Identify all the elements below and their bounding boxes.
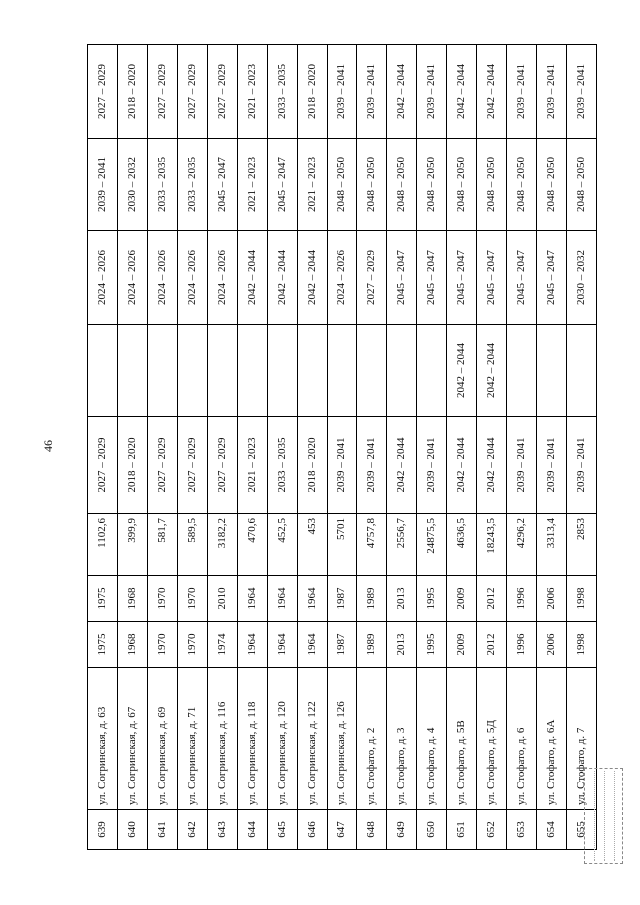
- period-2-cell: [417, 325, 447, 417]
- table-row: [117, 45, 147, 850]
- period-4-cell: 2048 – 2050: [387, 139, 417, 231]
- period-3-cell: 2027 – 2029: [357, 231, 387, 325]
- period-2-cell: [117, 325, 147, 417]
- period-4-cell: 2045 – 2047: [267, 139, 297, 231]
- stamp-image: [584, 768, 623, 864]
- address-cell: ул. Стофато, д. 6А: [537, 668, 567, 810]
- page-number: 46: [41, 440, 55, 452]
- area-cell: 5701: [327, 514, 357, 576]
- period-4-cell: 2033 – 2035: [177, 139, 207, 231]
- table-row: [147, 45, 177, 850]
- period-5-cell: 2039 – 2041: [417, 45, 447, 139]
- period-3-cell: 2045 – 2047: [537, 231, 567, 325]
- year-commissioned-cell: 1970: [147, 576, 177, 622]
- row-number: 651: [447, 810, 477, 850]
- period-2-cell: [387, 325, 417, 417]
- period-1-cell: 2033 – 2035: [267, 417, 297, 514]
- area-cell: 3182,2: [207, 514, 237, 576]
- row-number: 655: [567, 810, 597, 850]
- row-number: 645: [267, 810, 297, 850]
- period-3-cell: 2024 – 2026: [207, 231, 237, 325]
- year-commissioned-cell: 1995: [417, 576, 447, 622]
- period-4-cell: 2048 – 2050: [477, 139, 507, 231]
- year-commissioned-cell: 1964: [237, 576, 267, 622]
- table-row: [567, 45, 597, 850]
- period-1-cell: 2039 – 2041: [417, 417, 447, 514]
- period-1-cell: 2039 – 2041: [357, 417, 387, 514]
- year-built-cell: 1970: [147, 622, 177, 668]
- row-number: 640: [117, 810, 147, 850]
- row-number: 654: [537, 810, 567, 850]
- period-5-cell: 2033 – 2035: [267, 45, 297, 139]
- period-2-cell: [177, 325, 207, 417]
- period-4-cell: 2048 – 2050: [507, 139, 537, 231]
- table-row: [88, 45, 118, 850]
- year-built-cell: 1995: [417, 622, 447, 668]
- period-3-cell: 2024 – 2026: [327, 231, 357, 325]
- period-5-cell: 2042 – 2044: [447, 45, 477, 139]
- period-2-cell: [267, 325, 297, 417]
- period-5-cell: 2027 – 2029: [207, 45, 237, 139]
- address-cell: ул. Согринская, д. 120: [267, 668, 297, 810]
- year-built-cell: 1975: [88, 622, 118, 668]
- area-cell: 1102,6: [88, 514, 118, 576]
- period-2-cell: [237, 325, 267, 417]
- period-3-cell: 2024 – 2026: [88, 231, 118, 325]
- period-4-cell: 2048 – 2050: [537, 139, 567, 231]
- period-3-cell: 2030 – 2032: [567, 231, 597, 325]
- area-cell: 3313,4: [537, 514, 567, 576]
- year-commissioned-cell: 1975: [88, 576, 118, 622]
- period-3-cell: 2045 – 2047: [387, 231, 417, 325]
- table-row: [177, 45, 207, 850]
- period-3-cell: 2045 – 2047: [477, 231, 507, 325]
- row-number: 643: [207, 810, 237, 850]
- table-row: [267, 45, 297, 850]
- row-number: 653: [507, 810, 537, 850]
- table-body: [88, 45, 597, 850]
- address-cell: ул. Согринская, д. 63: [88, 668, 118, 810]
- period-3-cell: 2042 – 2044: [267, 231, 297, 325]
- period-5-cell: 2039 – 2041: [507, 45, 537, 139]
- period-5-cell: 2042 – 2044: [387, 45, 417, 139]
- row-number: 639: [88, 810, 118, 850]
- year-built-cell: 1987: [327, 622, 357, 668]
- period-1-cell: 2039 – 2041: [327, 417, 357, 514]
- period-3-cell: 2024 – 2026: [117, 231, 147, 325]
- year-built-cell: 1964: [267, 622, 297, 668]
- period-2-cell: [537, 325, 567, 417]
- period-2-cell: [357, 325, 387, 417]
- address-cell: ул. Стофато, д. 3: [387, 668, 417, 810]
- address-cell: ул. Стофато, д. 5Д: [477, 668, 507, 810]
- address-cell: ул. Согринская, д. 69: [147, 668, 177, 810]
- period-1-cell: 2027 – 2029: [177, 417, 207, 514]
- year-built-cell: 2012: [477, 622, 507, 668]
- period-3-cell: 2045 – 2047: [417, 231, 447, 325]
- year-commissioned-cell: 1964: [297, 576, 327, 622]
- year-commissioned-cell: 2009: [447, 576, 477, 622]
- period-4-cell: 2021 – 2023: [297, 139, 327, 231]
- year-commissioned-cell: 2006: [537, 576, 567, 622]
- year-commissioned-cell: 1987: [327, 576, 357, 622]
- row-number: 644: [237, 810, 267, 850]
- address-cell: ул. Стофато, д. 2: [357, 668, 387, 810]
- year-commissioned-cell: 1989: [357, 576, 387, 622]
- period-1-cell: 2039 – 2041: [567, 417, 597, 514]
- year-commissioned-cell: 2010: [207, 576, 237, 622]
- period-5-cell: 2039 – 2041: [537, 45, 567, 139]
- table-row: [417, 45, 447, 850]
- year-commissioned-cell: 1968: [117, 576, 147, 622]
- year-commissioned-cell: 2013: [387, 576, 417, 622]
- period-1-cell: 2042 – 2044: [387, 417, 417, 514]
- year-commissioned-cell: 2012: [477, 576, 507, 622]
- period-2-cell: [207, 325, 237, 417]
- period-1-cell: 2018 – 2020: [297, 417, 327, 514]
- period-1-cell: 2039 – 2041: [537, 417, 567, 514]
- address-cell: ул. Согринская, д. 71: [177, 668, 207, 810]
- area-cell: 4296,2: [507, 514, 537, 576]
- period-2-cell: [507, 325, 537, 417]
- period-1-cell: 2027 – 2029: [88, 417, 118, 514]
- period-1-cell: 2042 – 2044: [477, 417, 507, 514]
- period-5-cell: 2018 – 2020: [117, 45, 147, 139]
- period-3-cell: 2042 – 2044: [297, 231, 327, 325]
- year-built-cell: 1989: [357, 622, 387, 668]
- table-row: [327, 45, 357, 850]
- period-5-cell: 2018 – 2020: [297, 45, 327, 139]
- year-commissioned-cell: 1998: [567, 576, 597, 622]
- area-cell: 581,7: [147, 514, 177, 576]
- year-built-cell: 2006: [537, 622, 567, 668]
- table-row: [507, 45, 537, 850]
- year-built-cell: 1970: [177, 622, 207, 668]
- row-number: 650: [417, 810, 447, 850]
- year-built-cell: 1964: [237, 622, 267, 668]
- year-built-cell: 1968: [117, 622, 147, 668]
- period-4-cell: 2030 – 2032: [117, 139, 147, 231]
- row-number: 648: [357, 810, 387, 850]
- address-cell: ул. Согринская, д. 116: [207, 668, 237, 810]
- period-4-cell: 2048 – 2050: [567, 139, 597, 231]
- period-1-cell: 2027 – 2029: [147, 417, 177, 514]
- period-3-cell: 2045 – 2047: [507, 231, 537, 325]
- area-cell: 399,9: [117, 514, 147, 576]
- area-cell: 589,5: [177, 514, 207, 576]
- period-2-cell: [567, 325, 597, 417]
- period-3-cell: 2024 – 2026: [177, 231, 207, 325]
- year-commissioned-cell: 1970: [177, 576, 207, 622]
- period-5-cell: 2027 – 2029: [147, 45, 177, 139]
- area-cell: 2853: [567, 514, 597, 576]
- period-4-cell: 2021 – 2023: [237, 139, 267, 231]
- table-row: [477, 45, 507, 850]
- year-commissioned-cell: 1996: [507, 576, 537, 622]
- period-4-cell: 2033 – 2035: [147, 139, 177, 231]
- area-cell: 4757,8: [357, 514, 387, 576]
- address-cell: ул. Стофато, д. 6: [507, 668, 537, 810]
- period-2-cell: 2042 – 2044: [477, 325, 507, 417]
- period-2-cell: [327, 325, 357, 417]
- table-row: [537, 45, 567, 850]
- table-row: [447, 45, 477, 850]
- table-rotated-container: [87, 45, 597, 850]
- row-number: 647: [327, 810, 357, 850]
- row-number: 652: [477, 810, 507, 850]
- address-cell: ул. Согринская, д. 118: [237, 668, 267, 810]
- period-3-cell: 2045 – 2047: [447, 231, 477, 325]
- period-5-cell: 2021 – 2023: [237, 45, 267, 139]
- period-4-cell: 2048 – 2050: [447, 139, 477, 231]
- period-5-cell: 2027 – 2029: [88, 45, 118, 139]
- period-1-cell: 2027 – 2029: [207, 417, 237, 514]
- area-cell: 452,5: [267, 514, 297, 576]
- year-built-cell: 2013: [387, 622, 417, 668]
- archive-stamp: [584, 825, 640, 864]
- row-number: 649: [387, 810, 417, 850]
- capital-repair-table: [87, 44, 597, 850]
- period-2-cell: [88, 325, 118, 417]
- row-number: 641: [147, 810, 177, 850]
- period-5-cell: 2039 – 2041: [567, 45, 597, 139]
- address-cell: ул. Согринская, д. 122: [297, 668, 327, 810]
- row-number: 646: [297, 810, 327, 850]
- period-3-cell: 2024 – 2026: [147, 231, 177, 325]
- area-cell: 453: [297, 514, 327, 576]
- address-cell: ул. Стофато, д. 4: [417, 668, 447, 810]
- period-4-cell: 2048 – 2050: [327, 139, 357, 231]
- address-cell: ул. Согринская, д. 67: [117, 668, 147, 810]
- area-cell: 2556,7: [387, 514, 417, 576]
- year-built-cell: 1964: [297, 622, 327, 668]
- year-built-cell: 1974: [207, 622, 237, 668]
- table-row: [357, 45, 387, 850]
- address-cell: ул. Стофато, д. 7: [567, 668, 597, 810]
- area-cell: 18243,5: [477, 514, 507, 576]
- period-4-cell: 2039 – 2041: [88, 139, 118, 231]
- period-4-cell: 2048 – 2050: [357, 139, 387, 231]
- area-cell: 4636,5: [447, 514, 477, 576]
- period-5-cell: 2039 – 2041: [327, 45, 357, 139]
- area-cell: 24875,5: [417, 514, 447, 576]
- period-1-cell: 2018 – 2020: [117, 417, 147, 514]
- year-commissioned-cell: 1964: [267, 576, 297, 622]
- address-cell: ул. Стофато, д. 5В: [447, 668, 477, 810]
- period-5-cell: 2042 – 2044: [477, 45, 507, 139]
- period-2-cell: 2042 – 2044: [447, 325, 477, 417]
- table-row: [297, 45, 327, 850]
- period-2-cell: [147, 325, 177, 417]
- table-row: [387, 45, 417, 850]
- address-cell: ул. Согринская, д. 126: [327, 668, 357, 810]
- year-built-cell: 1996: [507, 622, 537, 668]
- period-5-cell: 2039 – 2041: [357, 45, 387, 139]
- area-cell: 470,6: [237, 514, 267, 576]
- period-1-cell: 2039 – 2041: [507, 417, 537, 514]
- table-row: [237, 45, 267, 850]
- period-5-cell: 2027 – 2029: [177, 45, 207, 139]
- period-4-cell: 2048 – 2050: [417, 139, 447, 231]
- row-number: 642: [177, 810, 207, 850]
- period-1-cell: 2042 – 2044: [447, 417, 477, 514]
- year-built-cell: 1998: [567, 622, 597, 668]
- period-1-cell: 2021 – 2023: [237, 417, 267, 514]
- period-2-cell: [297, 325, 327, 417]
- period-3-cell: 2042 – 2044: [237, 231, 267, 325]
- period-4-cell: 2045 – 2047: [207, 139, 237, 231]
- table-row: [207, 45, 237, 850]
- year-built-cell: 2009: [447, 622, 477, 668]
